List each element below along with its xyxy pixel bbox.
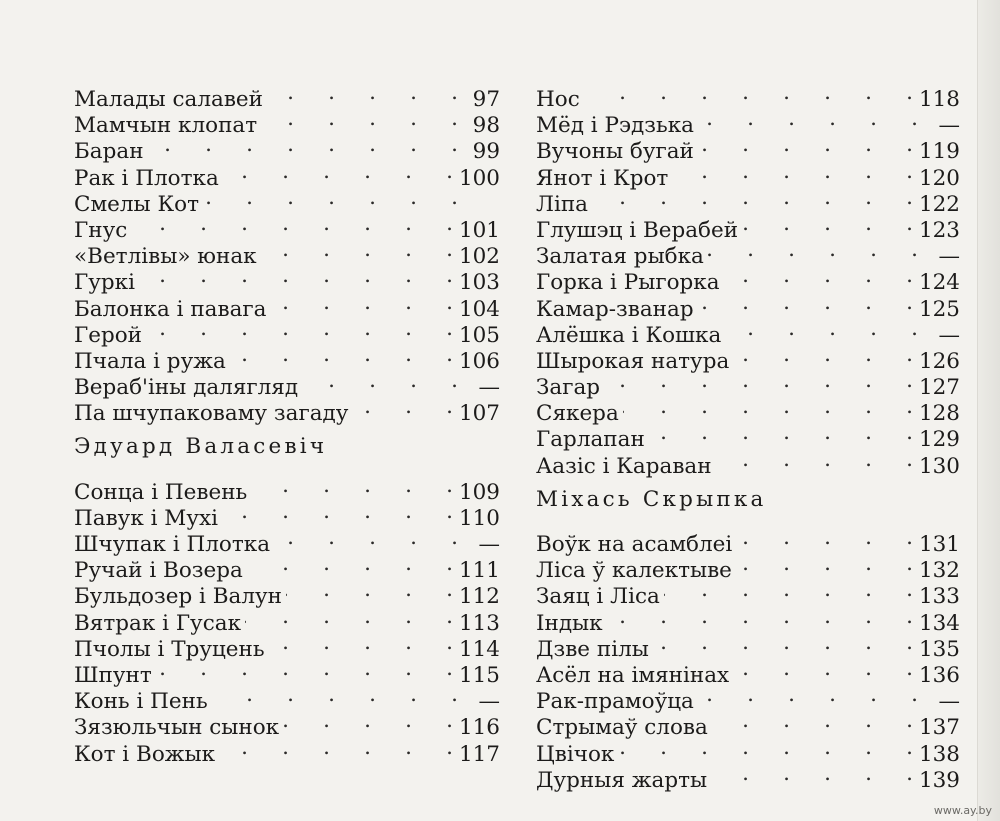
dot-leader (698, 132, 913, 158)
toc-entry-page-number: — (478, 689, 500, 715)
toc-entry-title: Вучоны бугай (536, 139, 694, 165)
toc-entry-title: Янот і Крот (536, 165, 669, 191)
toc-entry-title: «Ветлівы» юнак (74, 244, 257, 270)
toc-entry-title: Горка і Рыгорка (536, 270, 720, 296)
toc-entry-page-number: 124 (918, 270, 960, 296)
toc-entry (536, 394, 960, 427)
toc-entry-page-number: 126 (918, 348, 960, 374)
toc-entry (536, 708, 960, 741)
dot-leader (267, 80, 458, 106)
toc-entry-page-number: 110 (458, 505, 500, 531)
toc-entry-title: Герой (74, 322, 142, 348)
toc-entry-page-number: 102 (458, 244, 500, 270)
toc-entry-title: Гнус (74, 217, 128, 243)
toc-entry-page-number: 130 (918, 453, 960, 479)
dot-leader (156, 656, 453, 682)
toc-section-right-2 (536, 525, 960, 793)
toc-entry-title: Зязюльчын сынок (74, 715, 280, 741)
toc-entry (536, 604, 960, 636)
toc-entry-page-number: 116 (458, 715, 500, 741)
toc-entry (74, 473, 500, 505)
toc-entry-page-number: 131 (918, 532, 960, 557)
toc-entry-page-number: 118 (918, 87, 960, 112)
dot-leader (711, 761, 913, 787)
toc-entry (74, 106, 500, 139)
dot-leader (352, 394, 453, 420)
toc-entry-title: Ліса ў калектыве (536, 558, 732, 584)
toc-entry-page-number: 100 (458, 165, 500, 191)
toc-entry-page-number: 137 (918, 715, 960, 741)
toc-entry (74, 342, 500, 374)
toc-entry-page-number: 136 (918, 662, 960, 688)
toc-entry (74, 290, 500, 322)
dot-leader (607, 604, 913, 630)
watermark-stamp: www.ay.by (933, 804, 992, 817)
toc-entry-page-number: 139 (918, 767, 960, 793)
toc-entry-title: Алёшка і Кошка (536, 322, 722, 348)
dot-leader (203, 185, 458, 211)
dot-leader (222, 499, 453, 525)
toc-entry-page-number: 133 (918, 584, 960, 610)
toc-entry-page-number: — (938, 113, 960, 139)
toc-entry (536, 159, 960, 191)
dot-leader (733, 656, 913, 682)
toc-entry-title: Смелы Кот (74, 191, 199, 217)
toc-entry-title: Дзве пілы (536, 636, 649, 662)
toc-entry (536, 551, 960, 584)
toc-entry-page-number: — (478, 375, 500, 401)
toc-entry-page-number: 105 (458, 322, 500, 348)
toc-entry-title: Баран (74, 139, 144, 165)
toc-entry (74, 525, 500, 557)
toc-entry-page-number: 132 (918, 558, 960, 584)
dot-leader (698, 682, 918, 708)
toc-entry-page-number: — (938, 689, 960, 715)
toc-entry-title: Заяц і Ліса (536, 584, 660, 610)
dot-leader (286, 577, 453, 603)
toc-entry-page-number: 101 (458, 217, 500, 243)
toc-entry-title: Кот і Вожык (74, 741, 216, 767)
toc-entry-title: Мамчын клопат (74, 113, 258, 139)
dot-leader (261, 106, 458, 132)
dot-leader (212, 682, 458, 708)
toc-entry (536, 447, 960, 479)
dot-leader (251, 473, 453, 499)
toc-entry (74, 630, 500, 662)
toc-entry (74, 159, 500, 191)
toc-section-right-1 (536, 80, 960, 479)
toc-entry-title: Мёд і Рэдзька (536, 113, 694, 139)
toc-entry-title: Асёл на імянінах (536, 662, 730, 688)
dot-leader (698, 290, 913, 316)
toc-entry (536, 525, 960, 557)
dot-leader (736, 525, 913, 551)
dot-leader (283, 708, 453, 734)
toc-entry (74, 80, 500, 112)
toc-entry-page-number: — (938, 322, 960, 348)
dot-leader (261, 237, 453, 263)
toc-entry (74, 656, 500, 688)
toc-entry-title: Залатая рыбка (536, 244, 704, 270)
toc-entry-title: Сонца і Певень (74, 479, 248, 505)
toc-entry-page-number: 103 (458, 270, 500, 296)
toc-left-column (74, 80, 500, 767)
dot-leader (672, 159, 913, 185)
dot-leader (131, 211, 453, 237)
toc-entry-page-number: 135 (918, 636, 960, 662)
toc-entry (74, 551, 500, 584)
dot-leader (584, 80, 913, 106)
toc-entry-page-number: 113 (458, 610, 500, 636)
toc-entry (536, 342, 960, 374)
toc-entry (536, 656, 960, 688)
dot-leader (623, 394, 913, 420)
toc-entry-page-number: — (478, 532, 500, 557)
dot-leader (148, 132, 458, 158)
toc-entry (74, 735, 500, 767)
toc-entry-page-number: 112 (458, 584, 500, 610)
toc-entry-title: Рак-прамоўца (536, 689, 694, 715)
toc-entry-title: Гарлапан (536, 427, 645, 453)
toc-entry-title: Шырокая натура (536, 348, 730, 374)
toc-entry-page-number: 104 (458, 296, 500, 322)
toc-entry (74, 577, 500, 610)
toc-entry-page-number: 123 (918, 217, 960, 243)
toc-entry-page-number: 98 (472, 113, 500, 139)
toc-entry-page-number: 109 (458, 479, 500, 505)
toc-entry-title: Шпунт (74, 662, 152, 688)
toc-entry-title: Балонка і павага (74, 296, 267, 322)
toc-entry-page-number: 122 (918, 191, 960, 217)
toc-entry-page-number: 119 (918, 139, 960, 165)
toc-section-left-2 (74, 473, 500, 767)
author-heading-skrypka: Міхась Скрыпка (536, 486, 767, 512)
toc-entry-title: Камар-званар (536, 296, 694, 322)
toc-entry-title: Нос (536, 87, 580, 112)
toc-entry (74, 185, 500, 217)
dot-leader (618, 735, 913, 761)
toc-entry (536, 368, 960, 401)
toc-entry-page-number: 128 (918, 401, 960, 427)
toc-entry-page-number: 106 (458, 348, 500, 374)
toc-entry (536, 735, 960, 767)
dot-leader (725, 316, 918, 342)
toc-entry-title: Малады салавей (74, 87, 263, 112)
toc-entry-title: Індык (536, 610, 603, 636)
toc-entry-title: Пчала і ружа (74, 348, 226, 374)
dot-leader (664, 577, 913, 603)
toc-entry (536, 682, 960, 715)
toc-entry (536, 80, 960, 112)
toc-entry-title: Вятрак і Гусак (74, 610, 242, 636)
dot-leader (274, 525, 458, 551)
toc-entry-title: Цвічок (536, 741, 615, 767)
author-heading-valasevich: Эдуард Валасевіч (74, 434, 328, 460)
toc-entry-page-number: 117 (458, 741, 500, 767)
page-edge (977, 0, 1000, 821)
toc-entry (74, 237, 500, 270)
toc-entry-title: Пчолы і Труцень (74, 636, 265, 662)
toc-entry-title: Павук і Мухі (74, 505, 218, 531)
toc-entry-title: Глушэц і Верабей (536, 217, 739, 243)
dot-leader (302, 368, 458, 394)
dot-leader (724, 263, 913, 289)
dot-leader (733, 342, 913, 368)
toc-entry (74, 211, 500, 243)
toc-entry-page-number: 120 (918, 165, 960, 191)
toc-entry-title: Ручай і Возера (74, 558, 243, 584)
toc-entry-title: Па шчупаковаму загаду (74, 401, 349, 427)
dot-leader (230, 342, 453, 368)
dot-leader (742, 211, 913, 237)
toc-entry-page-number: 138 (918, 741, 960, 767)
dot-leader (698, 106, 918, 132)
toc-entry (74, 132, 500, 165)
toc-entry-title: Сякера (536, 401, 619, 427)
toc-entry (536, 211, 960, 243)
toc-entry-page-number: 107 (458, 401, 500, 427)
toc-right-column (536, 80, 960, 793)
toc-entry (536, 420, 960, 453)
dot-leader (592, 185, 913, 211)
toc-entry (74, 499, 500, 531)
toc-entry-title: Шчупак і Плотка (74, 532, 271, 557)
toc-entry-title: Рак і Плотка (74, 165, 219, 191)
toc-entry-title: Бульдозер і Валун (74, 584, 283, 610)
toc-entry-page-number: 125 (918, 296, 960, 322)
toc-entry (74, 604, 500, 636)
toc-entry (536, 761, 960, 793)
toc-entry (536, 577, 960, 610)
toc-entry (74, 316, 500, 348)
dot-leader (712, 708, 913, 734)
toc-entry-page-number: 97 (472, 87, 500, 112)
dot-leader (736, 551, 913, 577)
dot-leader (146, 316, 453, 342)
toc-entry-page-number: 134 (918, 610, 960, 636)
toc-entry-title: Гуркі (74, 270, 135, 296)
toc-entry (536, 237, 960, 270)
toc-entry-page-number: — (938, 244, 960, 270)
toc-entry (74, 263, 500, 296)
dot-leader (649, 420, 913, 446)
toc-entry-page-number: 99 (472, 139, 500, 165)
toc-entry-title: Дурныя жарты (536, 767, 708, 793)
toc-entry (74, 368, 500, 401)
toc-entry-title: Вераб'іны далягляд (74, 375, 299, 401)
toc-entry (536, 185, 960, 217)
toc-entry (74, 394, 500, 427)
dot-leader (223, 159, 453, 185)
toc-section-left-1 (74, 80, 500, 427)
toc-entry-title: Воўк на асамблеі (536, 532, 733, 557)
toc-entry (74, 708, 500, 741)
toc-entry-page-number: 114 (458, 636, 500, 662)
toc-entry (536, 106, 960, 139)
toc-entry-title: Стрымаў слова (536, 715, 708, 741)
dot-leader (245, 604, 453, 630)
toc-entry-page-number: 129 (918, 427, 960, 453)
dot-leader (247, 551, 453, 577)
toc-entry (536, 263, 960, 296)
toc-entry-page-number: 127 (918, 375, 960, 401)
toc-entry-title: Конь і Пень (74, 689, 208, 715)
toc-entry (536, 630, 960, 662)
toc-entry-title: Аазіс і Караван (536, 453, 712, 479)
toc-entry (536, 316, 960, 348)
dot-leader (708, 237, 918, 263)
toc-entry-page-number: 111 (458, 558, 500, 584)
toc-entry (74, 682, 500, 715)
toc-entry (536, 132, 960, 165)
dot-leader (219, 735, 453, 761)
dot-leader (271, 290, 453, 316)
dot-leader (653, 630, 913, 656)
dot-leader (269, 630, 453, 656)
toc-entry (536, 290, 960, 322)
toc-entry-page-number: 115 (458, 662, 500, 688)
dot-leader (604, 368, 913, 394)
dot-leader (139, 263, 453, 289)
dot-leader (716, 447, 913, 473)
toc-entry-title: Ліпа (536, 191, 588, 217)
toc-entry-title: Загар (536, 375, 601, 401)
